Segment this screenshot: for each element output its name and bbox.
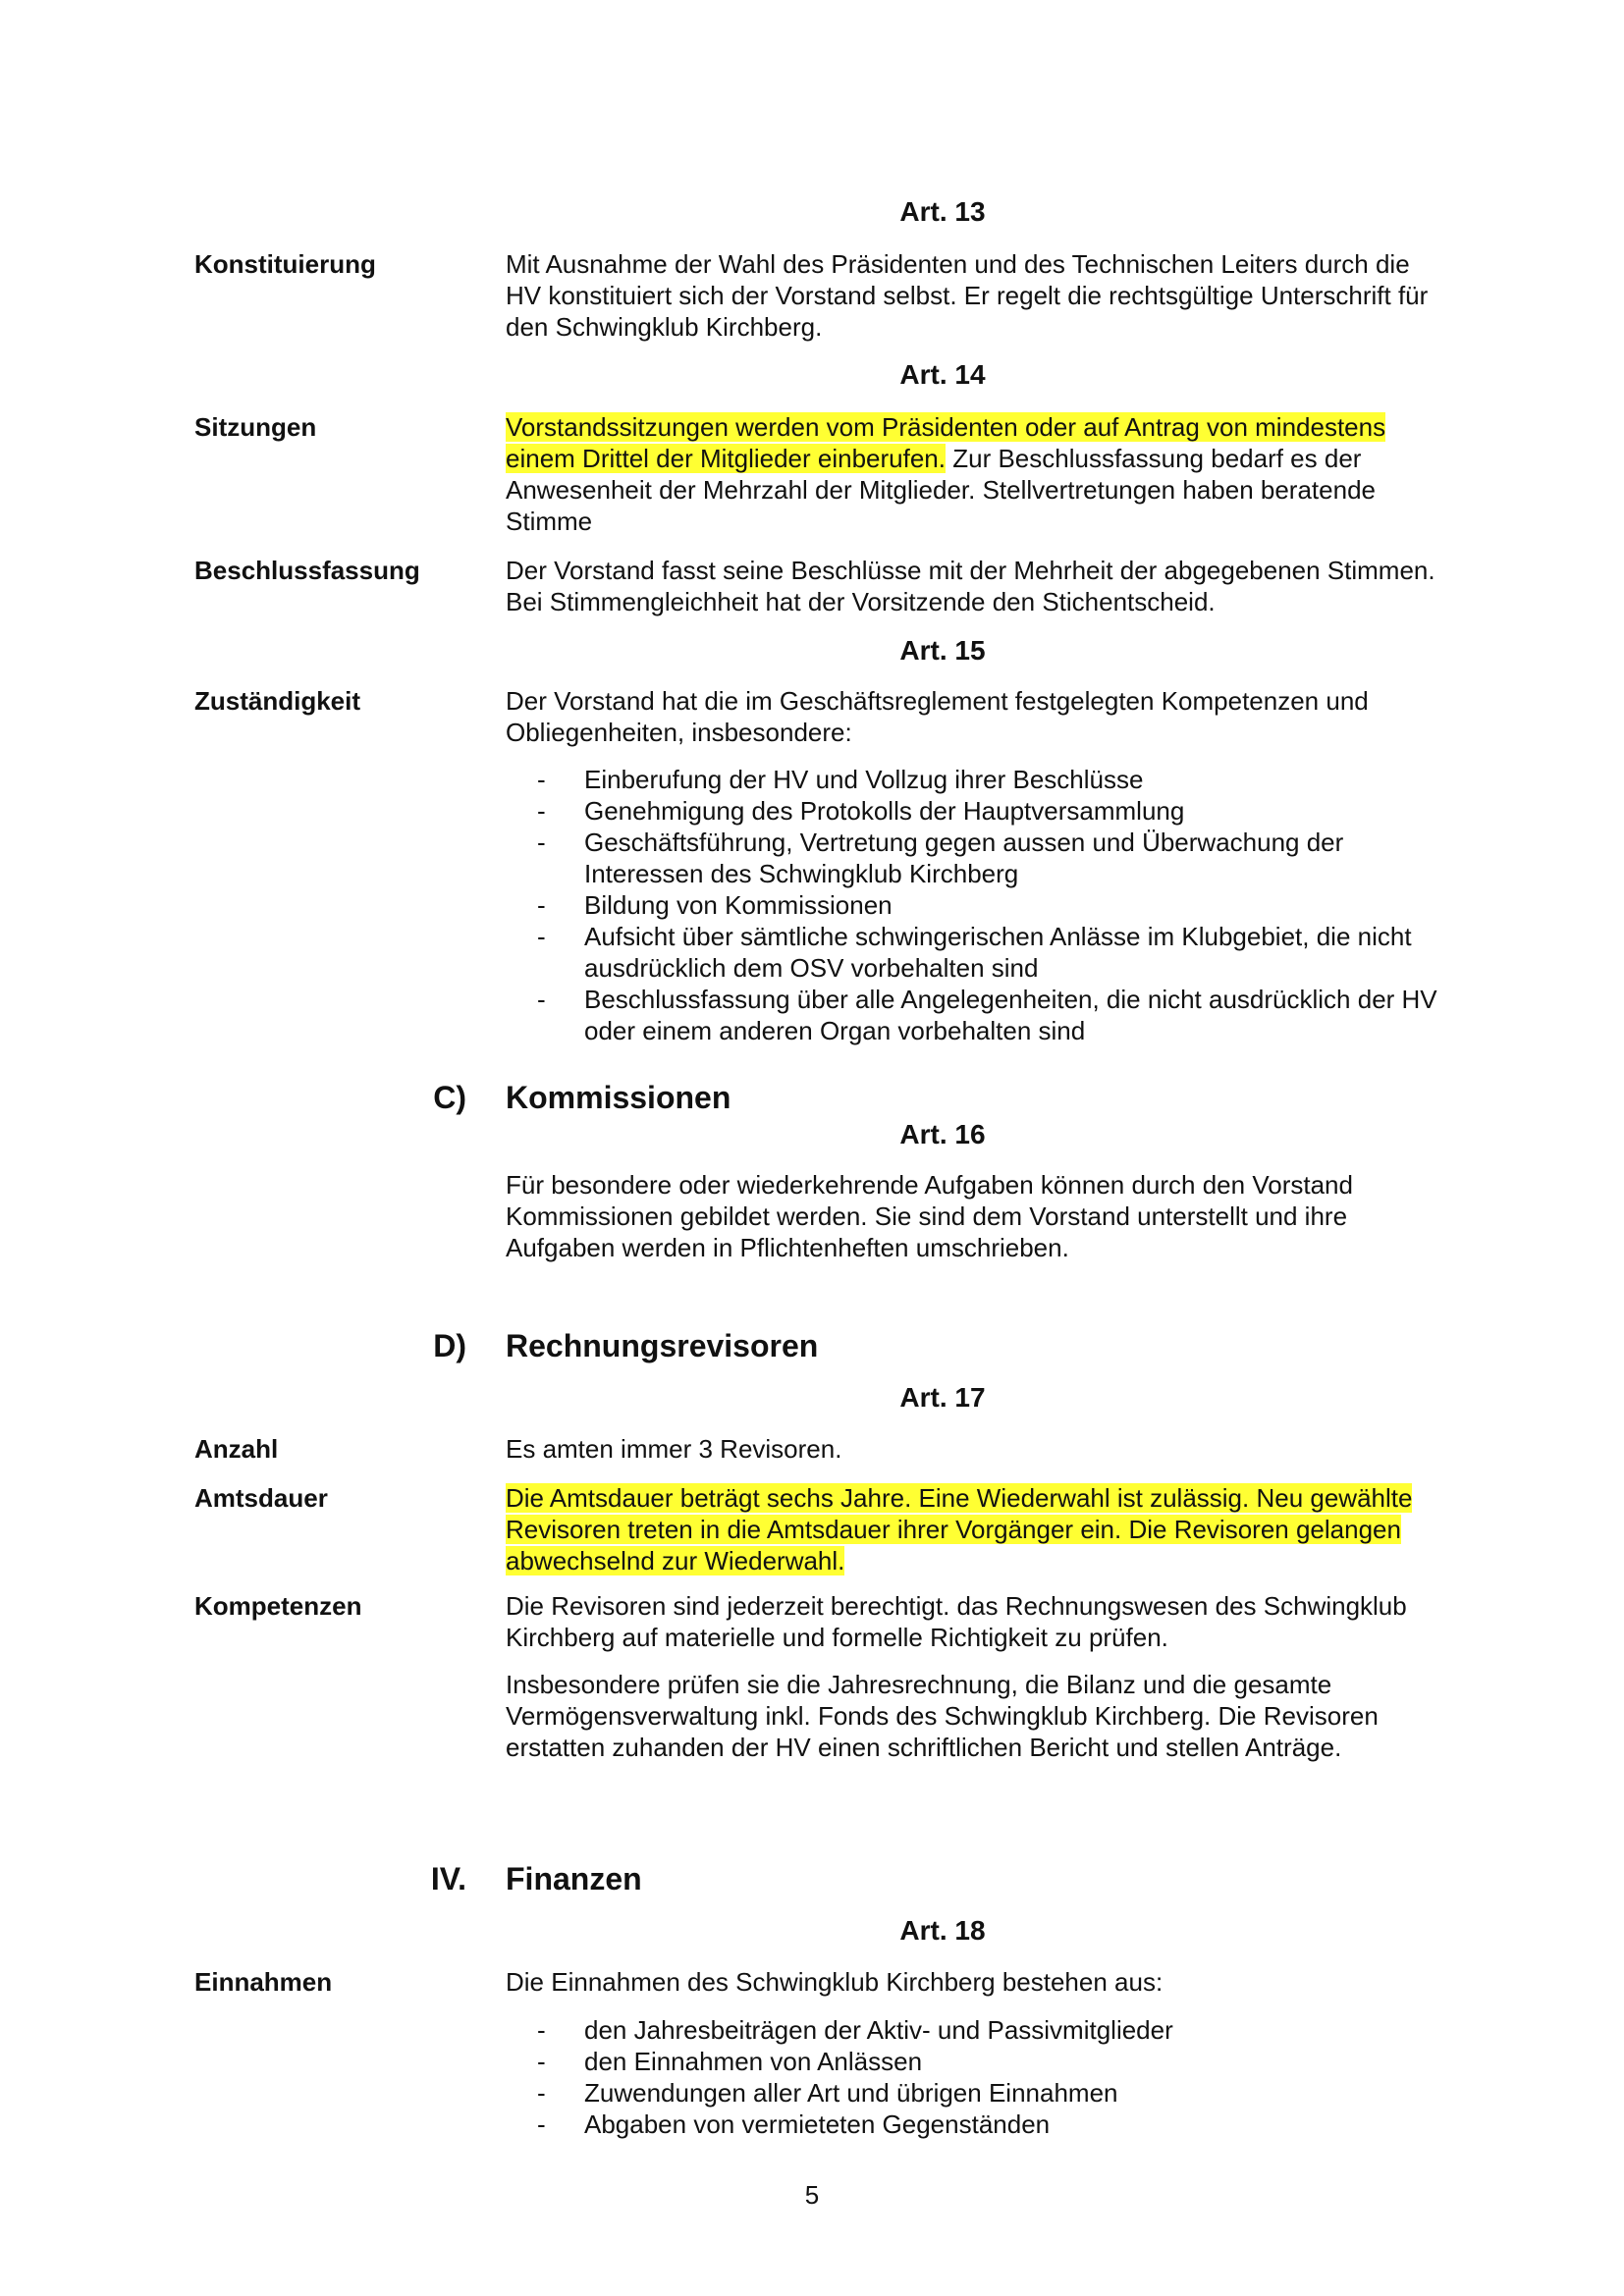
art17-pruefung-text: Insbesondere prüfen sie die Jahresrechnung, die Bilanz und die gesamte Vermögensverwaltung inkl. Fonds des Schwingklub Kirchberg. Die Revisoren erstatten zuhanden der HV einen schriftlichen Bericht und stellen Anträge. <box>506 1670 1379 1762</box>
art17-amtsdauer-text <box>506 1482 1448 1576</box>
art16-text: Für besondere oder wiederkehrende Aufgaben können durch den Vorstand Kommissionen gebildet werden. Sie sind dem Vorstand unterstellt und ihre Aufgaben werden in Pflichtenheften umschrieben. <box>506 1170 1353 1262</box>
section-c-title: Kommissionen <box>506 1080 731 1115</box>
margin-label-sitzungen: Sitzungen <box>194 412 317 442</box>
margin-label-amtsdauer: Amtsdauer <box>194 1483 328 1513</box>
list-item: - Beschlussfassung über alle Angelegenheiten, die nicht ausdrücklich der HV oder einem anderen Organ vorbehalten sind <box>506 984 1448 1046</box>
art13-heading: Art. 13 <box>899 196 986 227</box>
margin-label-zustaendigkeit: Zuständigkeit <box>194 686 361 716</box>
list-item: - Aufsicht über sämtliche schwingerischen Anlässe im Klubgebiet, die nicht ausdrücklich dem OSV vorbehalten sind <box>506 921 1448 984</box>
margin-label-kompetenzen: Kompetenzen <box>194 1591 362 1621</box>
art14-beschluss-text: Der Vorstand fasst seine Beschlüsse mit der Mehrheit der abgegebenen Stimmen. Bei Stimmengleichheit hat der Vorsitzende den Stichentscheid. <box>506 556 1435 616</box>
list-item: - den Jahresbeiträgen der Aktiv- und Passivmitglieder <box>506 2014 1448 2046</box>
art13-text: Mit Ausnahme der Wahl des Präsidenten und des Technischen Leiters durch die HV konstituiert sich der Vorstand selbst. Er regelt die rechtsgültige Unterschrift für den Schwingklub Kirchberg. <box>506 249 1429 342</box>
list-item: - Bildung von Kommissionen <box>506 889 1448 921</box>
art15-heading: Art. 15 <box>899 635 986 666</box>
margin-label-beschlussfassung: Beschlussfassung <box>194 556 420 585</box>
highlighted-text: Die Amtsdauer beträgt sechs Jahre. Eine Wiederwahl ist zulässig. Neu gewählte Revisoren treten in die Amtsdauer ihrer Vorgänger ein. Die Revisoren gelangen abwechselnd zur Wiederwahl. <box>506 1483 1413 1575</box>
section-d-title: Rechnungsrevisoren <box>506 1328 819 1363</box>
art15-intro: Der Vorstand hat die im Geschäftsreglement festgelegten Kompetenzen und Obliegenheiten, insbesondere: <box>506 686 1369 747</box>
margin-label-einnahmen: Einnahmen <box>194 1967 333 1997</box>
highlighted-text: Vorstandssitzungen werden vom Präsidenten oder auf Antrag von mindestens einem Drittel der Mitglieder einberufen. <box>506 412 1386 473</box>
list-item: - Zuwendungen aller Art und übrigen Einnahmen <box>506 2077 1448 2109</box>
list-item: - Genehmigung des Protokolls der Hauptversammlung <box>506 795 1448 827</box>
art17-kompetenzen-text: Die Revisoren sind jederzeit berechtigt. das Rechnungswesen des Schwingklub Kirchberg auf materielle und formelle Richtigkeit zu prüfen. <box>506 1591 1407 1652</box>
section-c-mark: C) <box>433 1080 466 1115</box>
section-d-mark: D) <box>433 1328 466 1363</box>
section-iv-mark: IV. <box>430 1861 466 1896</box>
margin-label-anzahl: Anzahl <box>194 1434 279 1464</box>
art18-intro: Die Einnahmen des Schwingklub Kirchberg bestehen aus: <box>506 1967 1164 1997</box>
art16-heading: Art. 16 <box>899 1119 986 1149</box>
art14-sitzungen-text <box>506 411 1448 537</box>
art18-list <box>506 2014 1448 2140</box>
list-item: - Einberufung der HV und Vollzug ihrer Beschlüsse <box>506 764 1448 795</box>
art14-heading: Art. 14 <box>899 359 986 390</box>
list-item: - Abgaben von vermieteten Gegenständen <box>506 2109 1448 2140</box>
art15-list <box>506 764 1448 1046</box>
art18-heading: Art. 18 <box>899 1915 986 1946</box>
margin-label-konstituierung: Konstituierung <box>194 249 376 279</box>
page-number: 5 <box>804 2180 820 2210</box>
list-item: - Geschäftsführung, Vertretung gegen aussen und Überwachung der Interessen des Schwingklub Kirchberg <box>506 827 1448 889</box>
art17-heading: Art. 17 <box>899 1382 986 1413</box>
list-item: - den Einnahmen von Anlässen <box>506 2046 1448 2077</box>
art17-anzahl-text: Es amten immer 3 Revisoren. <box>506 1434 842 1464</box>
art14-sitzungen-rest: Zur Beschlussfassung bedarf es der Anwesenheit der Mehrzahl der Mitglieder. Stellvertretungen haben beratende Stimme <box>506 444 1376 536</box>
section-iv-title: Finanzen <box>506 1861 642 1896</box>
